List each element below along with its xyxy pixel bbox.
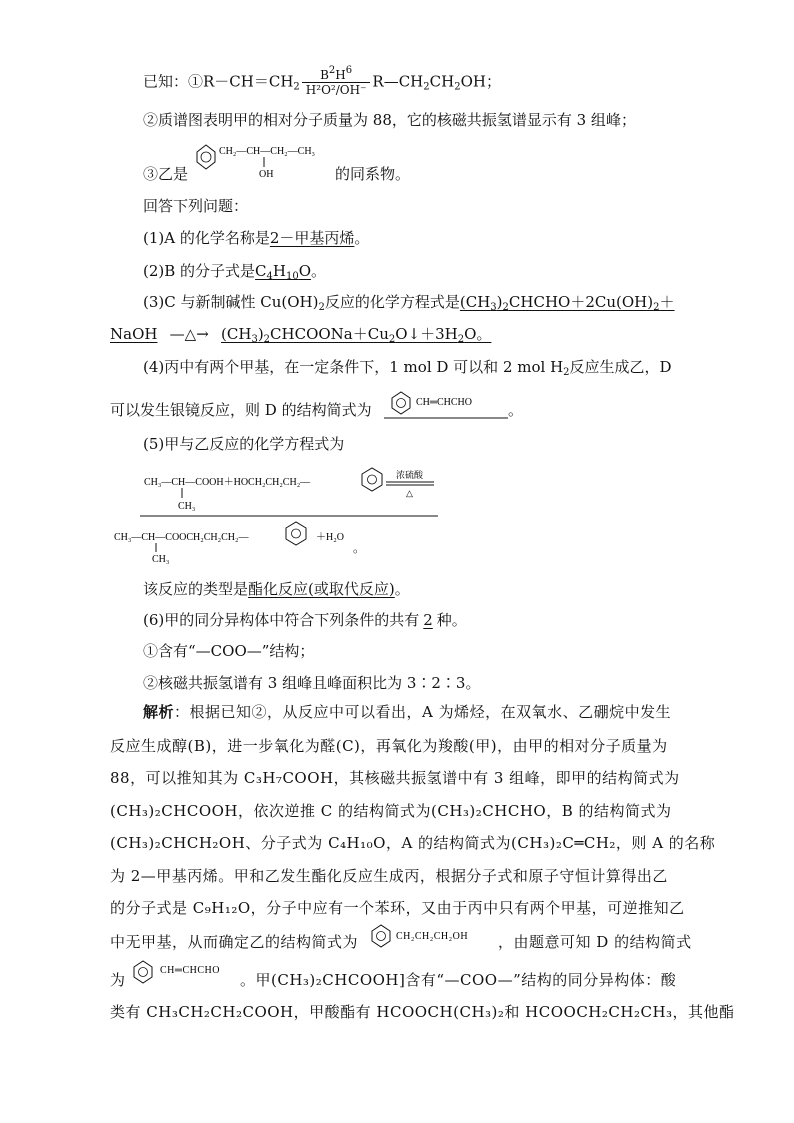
svg-text:CH₃—CH—COOH＋HOCH₂CH₂CH₂—: CH₃—CH—COOH＋HOCH₂CH₂CH₂— [144,477,311,488]
condition-1: ①含有“—COO—”结构； [143,642,315,660]
svg-text:。: 。 [353,541,366,555]
reaction-condition [302,65,371,97]
known-line: 已知：$①R-CH=CH_2$ $\frac{B^2H^6}{\text{H²O²/OH⁻}}$ $R—CH_2CH_2OH$； [143,65,501,97]
analysis-line-1: 解析：根据已知②，从反应中可以看出，A 为烯烃，在双氧水、乙硼烷中发生 [143,703,672,721]
known-sub: 2 [293,81,300,93]
answer-3-part1: $(CH_3)_2CHCHO+2Cu(OH)_2+$ [459,293,675,313]
question-1: (1)A 的化学名称是2－甲基丙烯。 [143,229,370,247]
analysis-line-3: 88，可以推知其为 C₃H₇COOH，其核磁共振氢谱中有 3 组峰，即甲的结构简式为 [110,769,680,787]
question-4: (4)丙中有两个甲基，在一定条件下，1 mol D 可以和 2 mol $H_2$反应生成乙，D [143,358,672,378]
question-5-type: 该反应的类型是酯化反应(或取代反应)。 [143,580,410,598]
known-item-2: ②质谱图表明甲的相对分子质量为 88，它的核磁共振氢谱显示有 3 组峰； [143,111,636,129]
svg-text:＋H₂O: ＋H₂O [316,532,344,543]
answer-3-naoh: NaOH [110,325,158,343]
question-3: (3)C 与新制碱性 $Cu(OH)_2$反应的化学方程式是$(CH_3)_2CHCHO+2Cu(OH)_2+$ [143,293,675,313]
item3-suffix: 的同系物。 [335,165,411,183]
d-structure-analysis-icon [128,958,248,988]
struct-oh-text: OH [259,169,274,180]
question-5: (5)甲与乙反应的化学方程式为 [143,435,345,453]
analysis-line-7: 的分子式是 C₉H₁₂O，分子中应有一个苯环，又由于丙中只有两个甲基，可逆推知乙 [110,899,685,917]
analysis-line-6: 为 2—甲基丙烯。甲和乙发生酯化反应生成丙，根据分子式和原子守恒计算得出乙 [110,867,668,885]
answer-3-part2: $(CH_3)_2CHCOONa+Cu_2O↓+3H_2O$。 [221,325,492,345]
analysis-line-4: (CH₃)₂CHCOOH，依次逆推 C 的结构简式为(CH₃)₂CHCHO，B 的结构简式为 [110,802,672,820]
question-3-line2 [110,322,491,346]
condition-bottom: H²O²/OH⁻ [305,83,367,97]
analysis-label: 解析 [143,703,175,721]
answer-1: 2－甲基丙烯 [269,229,355,247]
known-product: R—CH [372,72,424,91]
yi-structure-icon [366,922,506,952]
analysis-line-2: 反应生成醇(B)，进一步氧化为醛(C)，再氧化为羧酸(甲)，由甲的相对分子质量为 [110,737,668,755]
svg-text:CH═CHCHO: CH═CHCHO [160,965,220,976]
heat-arrow: —△→ [169,325,209,343]
known-label: 已知：①R－CH＝CH [143,72,294,91]
answer-6: 2 [423,611,433,629]
answer-2: $C_4H_{10}O$ [255,262,312,282]
svg-text:CH₃: CH₃ [152,554,170,565]
prompt: 回答下列问题： [143,197,249,215]
question-2: (2)B 的分子式是$C_4H_{10}O$。 [143,262,327,282]
answer-5-type: 酯化反应(或取代反应) [248,580,395,598]
analysis-line-10: 类有 CH₃CH₂CH₂COOH，甲酸酯有 HCOOCH(CH₃)₂和 HCOOCH₂CH₂CH₃，其他酯 [110,1003,735,1021]
svg-text:CH₃: CH₃ [178,501,196,512]
svg-text:CH═CHCHO: CH═CHCHO [416,397,472,408]
item3-prefix: ③乙是 [143,165,189,183]
svg-text:CH₂CH₂CH₂OH: CH₂CH₂CH₂OH [396,931,469,942]
analysis-line-5: (CH₃)₂CHCH₂OH、分子式为 C₄H₁₀O，A 的结构简式为(CH₃)₂C═CH₂，则 A 的名称 [110,834,716,852]
d-structure-icon [384,388,508,422]
struct-top-text: CH₂—CH—CH₂—CH₃ [219,146,316,157]
condition-top: $B^2H^6$ [302,68,371,83]
benzene-structure-icon [187,140,337,182]
svg-text:△: △ [406,488,413,498]
svg-text:浓硫酸: 浓硫酸 [396,470,424,480]
condition-2: ②核磁共振氢谱有 3 组峰且峰面积比为 3∶2∶3。 [143,674,481,692]
svg-text:CH₃—CH—COOCH₂CH₂CH₂—: CH₃—CH—COOCH₂CH₂CH₂— [114,532,249,543]
esterification-equation [110,466,450,578]
question-6: (6)甲的同分异构体中符合下列条件的共有 2 种。 [143,611,467,629]
